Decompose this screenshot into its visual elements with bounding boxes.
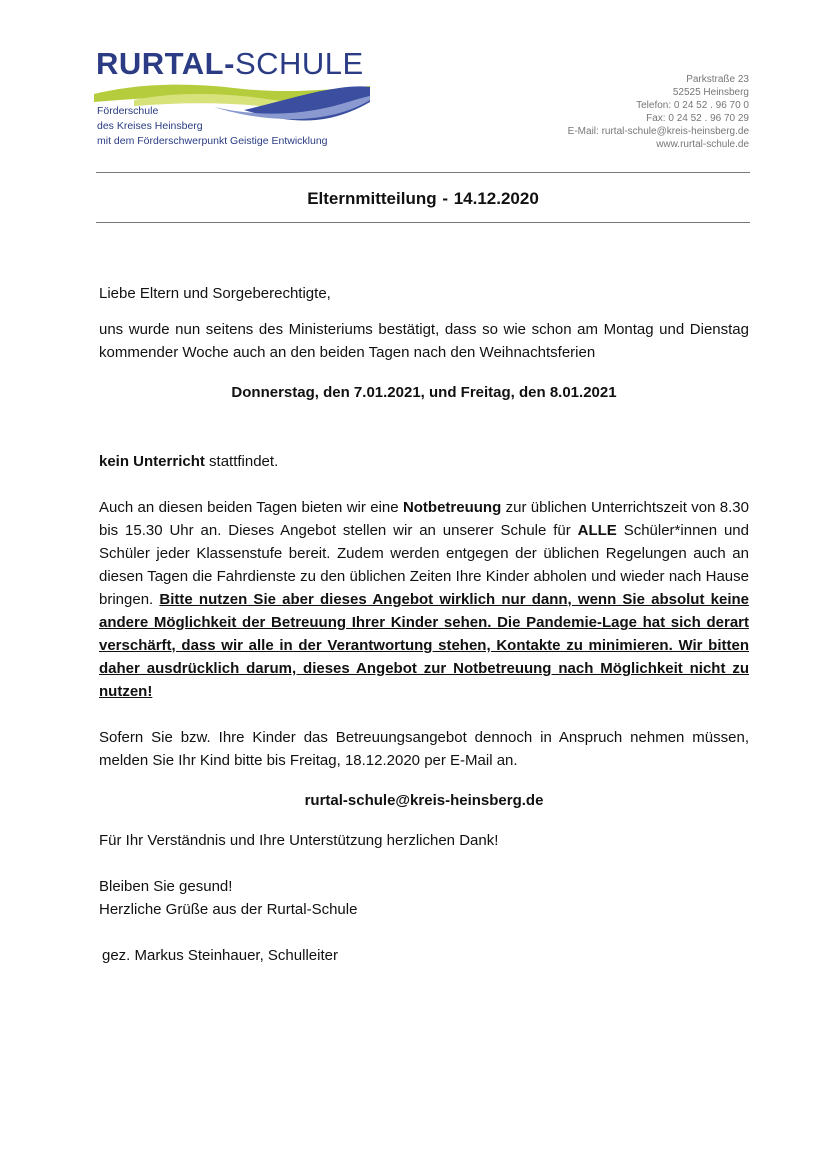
- affected-dates-text: Donnerstag, den 7.01.2021, und Freitag, den 8.01.2021: [231, 384, 617, 401]
- logo-light-text: SCHULE: [234, 46, 364, 81]
- address-website: www.rurtal-schule.de: [656, 139, 749, 150]
- school-logo-title: [96, 47, 364, 81]
- school-description-line: des Kreises Heinsberg: [97, 120, 203, 132]
- care-text-c: zur üblichen Unterrichtszeit von 8.30 bis 15.30 Uhr an. Dieses Angebot stellen wir an unserer Schule für: [99, 499, 749, 539]
- letter-body: [99, 282, 749, 967]
- thanks: Für Ihr Verständnis und Ihre Unterstützung herzlichen Dank!: [99, 832, 499, 849]
- greeting: Liebe Eltern und Sorgeberechtigte,: [99, 285, 331, 302]
- care-warning-underlined: Bitte nutzen Sie aber dieses Angebot wirklich nur dann, wenn Sie absolut keine andere Möglichkeit der Betreuung Ihrer Kinder sehen. Die Pandemie-Lage hat sich derart verschärft, dass wir alle in der Verantwortung stehen, Kontakte zu minimieren. Wir bitten daher ausdrücklich darum, dieses Angebot zur Notbetreuung nach Möglichkeit nicht zu nutzen!: [99, 591, 750, 700]
- paragraph-announcement: uns wurde nun seitens des Ministeriums bestätigt, dass so wie schon am Montag und Dienstag kommender Woche auch an den beiden Tagen nach den Weihnachtsferien: [99, 321, 749, 361]
- affected-dates: [99, 381, 749, 404]
- no-class-rest: stattfindet.: [204, 453, 279, 470]
- paragraph-emergency-care: [99, 496, 749, 703]
- school-address: [568, 73, 749, 151]
- care-text-notbetreuung: Notbetreuung: [402, 499, 502, 516]
- address-street: Parkstraße 23: [686, 74, 749, 85]
- address-email: E-Mail: rurtal-schule@kreis-heinsberg.de: [567, 126, 749, 137]
- address-fax: Fax: 0 24 52 . 96 70 29: [646, 113, 749, 124]
- no-class-bold: kein Unterricht: [99, 453, 205, 470]
- school-description-line: Förderschule: [97, 105, 159, 117]
- care-text-a: Auch an diesen beiden Tagen bieten wir eine: [99, 499, 403, 516]
- logo-bold-text: RURTAL-: [96, 46, 235, 81]
- signature: gez. Markus Steinhauer, Schulleiter: [102, 947, 338, 964]
- school-description: [97, 104, 328, 149]
- title-divider-top: [96, 172, 750, 173]
- title-divider-bottom: [96, 222, 750, 223]
- school-description-line: mit dem Förderschwerpunkt Geistige Entwicklung: [97, 135, 328, 147]
- closing-line-1: Bleiben Sie gesund!: [99, 878, 233, 895]
- paragraph-no-class: [99, 450, 749, 473]
- address-phone: Telefon: 0 24 52 . 96 70 0: [636, 100, 749, 111]
- care-text-alle: ALLE: [577, 522, 617, 539]
- care-text-e: Schüler*innen und Schüler jeder Klassenstufe bereit. Zudem werden entgegen der üblichen Regelungen auch an diesen Tagen die Fahrdienste zu den üblichen Zeiten Ihre Kinder abholen und wieder nach Hause bringen.: [99, 522, 749, 608]
- document-title: Elternmitteilung - 14.12.2020: [307, 189, 539, 208]
- paragraph-registration: Sofern Sie bzw. Ihre Kinder das Betreuungsangebot dennoch in Anspruch nehmen müssen, melden Sie Ihr Kind bitte bis Freitag, 18.12.2020 per E-Mail an.: [99, 729, 749, 769]
- contact-email: [99, 789, 749, 812]
- contact-email-text: rurtal-schule@kreis-heinsberg.de: [304, 792, 544, 809]
- closing-line-2: Herzliche Grüße aus der Rurtal-Schule: [99, 901, 358, 918]
- address-city: 52525 Heinsberg: [672, 87, 749, 98]
